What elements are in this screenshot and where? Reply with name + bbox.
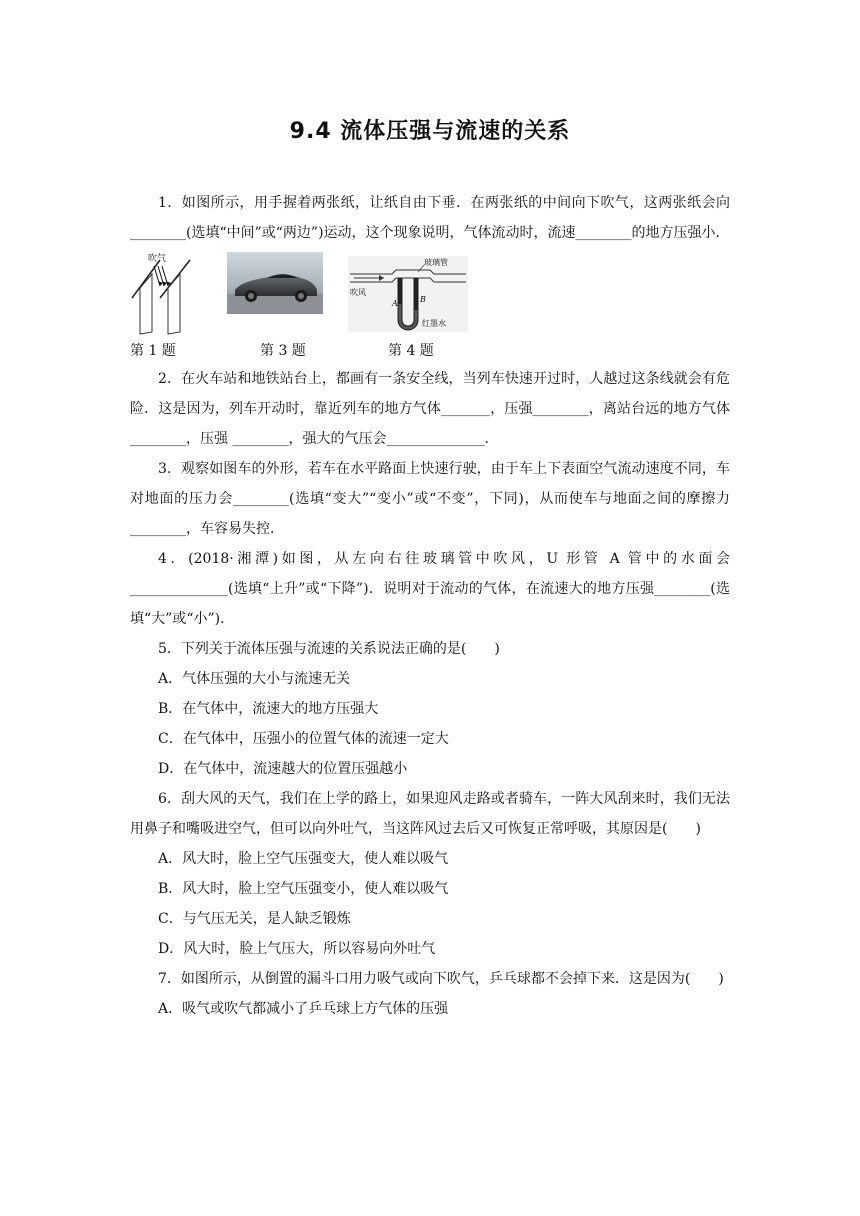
figure-3-car-photo <box>227 252 323 314</box>
question-5-option-c: C．在气体中，压强小的位置气体的流速一定大 <box>158 731 449 747</box>
question-6-option-d: D．风大时，脸上气压大，所以容易向外吐气 <box>158 941 436 957</box>
figure-4-u-tube <box>346 252 470 336</box>
caption-figure-3: 第 3 题 <box>260 343 306 359</box>
question-5-option-d: D．在气体中，流速越大的位置压强越小 <box>158 761 408 777</box>
figure-row <box>130 252 730 336</box>
question-5-stem: 5．下列关于流体压强与流速的关系说法正确的是( ) <box>158 641 500 657</box>
page-title: 9.4 流体压强与流速的关系 <box>289 119 571 144</box>
figure-1-paper-sheets <box>130 252 200 336</box>
figure-4-ink-label: 红墨水 <box>422 319 446 328</box>
question-6-option-b: B．风大时，脸上空气压强变小，使人难以吸气 <box>158 881 449 897</box>
question-1: 1．如图所示，用手握着两张纸，让纸自由下垂．在两张纸的中间向下吹气，这两张纸会向________(选填“中间”或“两边”)运动，这个现象说明，气体流动时，流速________的地方压强小． <box>130 195 730 241</box>
caption-figure-1: 第 1 题 <box>130 343 176 359</box>
figure-1-label: 吹气 <box>148 254 167 264</box>
figure-4-glass-label: 玻璃管 <box>424 258 448 267</box>
question-5-option-a: A．气体压强的大小与流速无关 <box>158 671 351 687</box>
question-4: 4．(2018·湘潭)如图，从左向右往玻璃管中吹风，U 形管 A 管中的水面会______________(选填“上升”或“下降”)．说明对于流动的气体，在流速大的地方压强________(选填“大”或“小”)． <box>130 551 730 627</box>
question-6-option-c: C．与气压无关，是人缺乏锻炼 <box>158 911 351 927</box>
question-6-option-a: A．风大时，脸上空气压强变大，使人难以吸气 <box>158 851 449 867</box>
question-5-option-b: B．在气体中，流速大的地方压强大 <box>158 701 379 717</box>
question-list <box>130 188 730 1024</box>
figure-4-b-label: B <box>420 295 426 304</box>
caption-figure-4: 第 4 题 <box>388 343 434 359</box>
question-6-stem: 6．刮大风的天气，我们在上学的路上，如果迎风走路或者骑车，一阵大风刮来时，我们无法用鼻子和嘴吸进空气，但可以向外吐气，当这阵风过去后又可恢复正常呼吸，其原因是( ) <box>130 791 730 837</box>
figure-captions <box>130 336 730 364</box>
question-2: 2．在火车站和地铁站台上，都画有一条安全线，当列车快速开过时，人越过这条线就会有危险．这是因为，列车开动时，靠近列车的地方气体_______，压强________，离站台远的地方气体________，压强 ________，强大的气压会______________． <box>130 371 730 447</box>
question-7-stem: 7．如图所示，从倒置的漏斗口用力吸气或向下吹气，乒乓球都不会掉下来．这是因为( ) <box>158 971 724 987</box>
figure-4-blow-label: 吹风 <box>350 288 366 297</box>
question-3: 3．观察如图车的外形，若车在水平路面上快速行驶，由于车上下表面空气流动速度不同，车对地面的压力会________(选填“变大”“变小”或“不变”，下同)，从而使车与地面之间的摩擦力________，车容易失控． <box>130 461 730 537</box>
question-7-option-a: A．吸气或吹气都减小了乒乓球上方气体的压强 <box>158 1001 449 1017</box>
figure-4-a-label: A <box>392 299 398 308</box>
